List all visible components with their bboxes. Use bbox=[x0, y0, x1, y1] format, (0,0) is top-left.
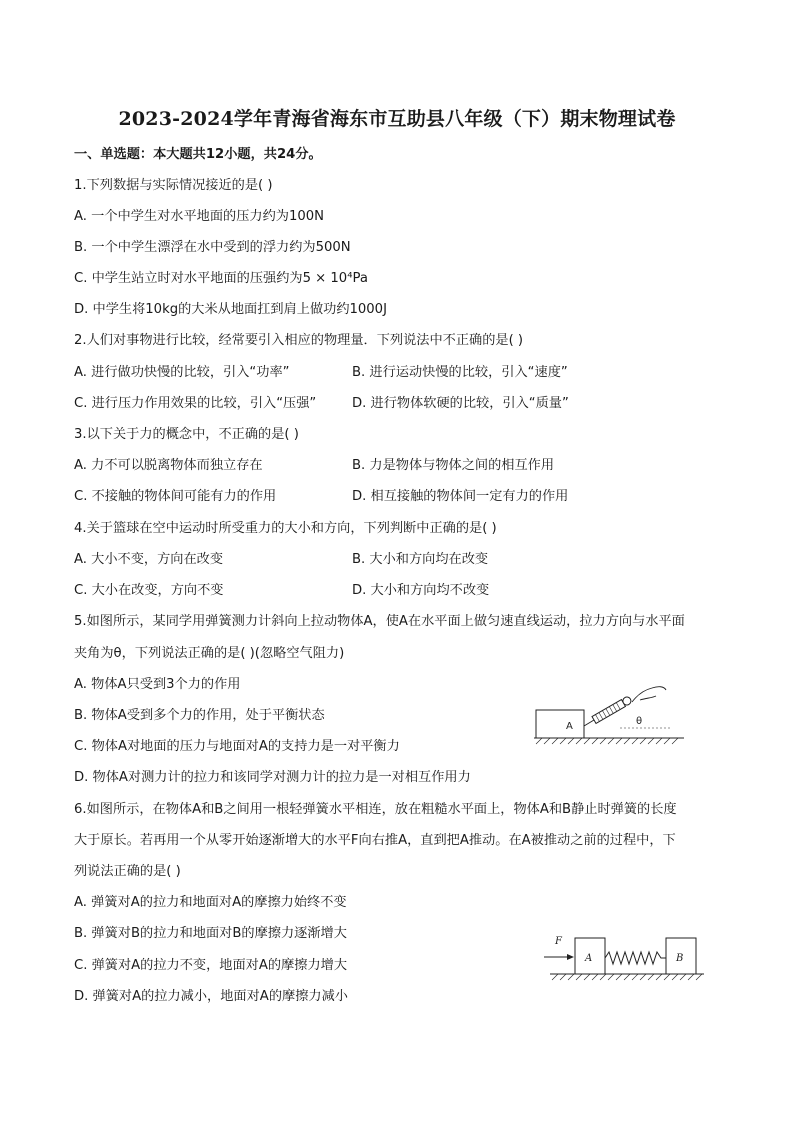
q1-option-b: B. 一个中学生漂浮在水中受到的浮力约为500N bbox=[74, 240, 351, 255]
question-6-stem-line-1: 6.如图所示，在物体A和B之间用一根轻弹簧水平相连，放在粗糙水平面上，物体A和B静止时弹簧的长度 bbox=[74, 802, 677, 817]
q6-spring-blocks-figure bbox=[540, 928, 708, 984]
q5-spring-scale-figure bbox=[532, 676, 690, 748]
q1-option-d: D. 中学生将10kg的大米从地面扛到肩上做功约1000J bbox=[74, 302, 387, 317]
q2-option-a: A. 进行做功快慢的比较，引入“功率” bbox=[74, 365, 290, 380]
q4-option-c: C. 大小在改变，方向不变 bbox=[74, 583, 224, 598]
block-a-label: A bbox=[585, 953, 593, 964]
q1-option-a: A. 一个中学生对水平地面的压力约为100N bbox=[74, 209, 325, 224]
q3-option-d: D. 相互接触的物体间一定有力的作用 bbox=[352, 489, 569, 504]
q2-option-c: C. 进行压力作用效果的比较，引入“压强” bbox=[74, 396, 317, 411]
q4-option-a: A. 大小不变，方向在改变 bbox=[74, 552, 224, 567]
q5-option-d: D. 物体A对测力计的拉力和该同学对测力计的拉力是一对相互作用力 bbox=[74, 770, 471, 785]
question-6-stem-line-3: 列说法正确的是( ) bbox=[74, 864, 181, 879]
hook-line bbox=[584, 720, 594, 726]
question-5-stem-line-1: 5.如图所示，某同学用弹簧测力计斜向上拉动物体A，使A在水平面上做匀速直线运动，拉力方向与水平面 bbox=[74, 614, 685, 629]
q2-option-d: D. 进行物体软硬的比较，引入“质量” bbox=[352, 396, 569, 411]
q5-option-c: C. 物体A对地面的压力与地面对A的支持力是一对平衡力 bbox=[74, 739, 400, 754]
question-6-stem-line-2: 大于原长。若再用一个从零开始逐渐增大的水平F向右推A，直到把A推动。在A被推动之前的过程中，下 bbox=[74, 833, 676, 848]
angle-label: θ bbox=[636, 716, 643, 727]
q6-option-a: A. 弹簧对A的拉力和地面对A的摩擦力始终不变 bbox=[74, 895, 347, 910]
question-4-stem: 4.关于篮球在空中运动时所受重力的大小和方向，下列判断中正确的是( ) bbox=[74, 521, 497, 536]
q5-option-a: A. 物体A只受到3个力的作用 bbox=[74, 677, 241, 692]
q6-option-b: B. 弹簧对B的拉力和地面对B的摩擦力逐渐增大 bbox=[74, 926, 347, 941]
q4-option-b: B. 大小和方向均在改变 bbox=[352, 552, 489, 567]
q5-option-b: B. 物体A受到多个力的作用，处于平衡状态 bbox=[74, 708, 325, 723]
force-arrowhead bbox=[567, 954, 574, 960]
block-a bbox=[536, 710, 584, 738]
exam-title: 2023-2024学年青海省海东市互助县八年级（下）期末物理试卷 bbox=[118, 108, 676, 130]
q3-option-a: A. 力不可以脱离物体而独立存在 bbox=[74, 458, 263, 473]
question-2-stem: 2.人们对事物进行比较，经常要引入相应的物理量．下列说法中不正确的是( ) bbox=[74, 333, 524, 348]
q6-option-c: C. 弹簧对A的拉力不变，地面对A的摩擦力增大 bbox=[74, 958, 348, 973]
q3-option-c: C. 不接触的物体间可能有力的作用 bbox=[74, 489, 277, 504]
q6-option-d: D. 弹簧对A的拉力减小，地面对A的摩擦力减小 bbox=[74, 989, 348, 1004]
force-label: F bbox=[555, 936, 562, 947]
ground-hatching bbox=[552, 974, 702, 980]
q4-option-d: D. 大小和方向均不改变 bbox=[352, 583, 490, 598]
hand-drawing bbox=[632, 687, 666, 702]
question-3-stem: 3.以下关于力的概念中，不正确的是( ) bbox=[74, 427, 299, 442]
q2-option-b: B. 进行运动快慢的比较，引入“速度” bbox=[352, 365, 568, 380]
q1-option-c: C. 中学生站立时对水平地面的压强约为5 × 10⁴Pa bbox=[74, 271, 368, 286]
spring bbox=[605, 952, 666, 964]
ground-hatching bbox=[536, 738, 678, 744]
question-5-stem-line-2: 夹角为θ，下列说法正确的是( )(忽略空气阻力) bbox=[74, 646, 345, 661]
q3-option-b: B. 力是物体与物体之间的相互作用 bbox=[352, 458, 555, 473]
question-1-stem: 1.下列数据与实际情况接近的是( ) bbox=[74, 178, 273, 193]
section-heading: 一、单选题：本大题共12小题，共24分。 bbox=[74, 147, 322, 162]
block-b-label: B bbox=[676, 953, 684, 964]
spring-scale bbox=[592, 696, 632, 724]
block-a-label: A bbox=[566, 721, 573, 732]
